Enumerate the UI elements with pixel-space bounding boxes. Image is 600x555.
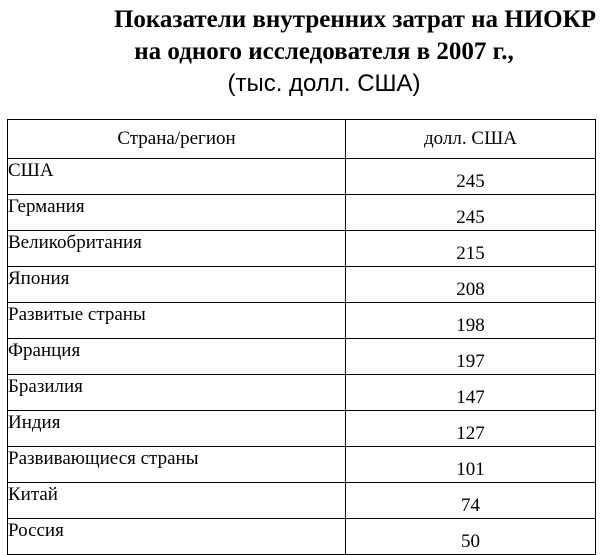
- value-cell: 245: [346, 195, 596, 231]
- table-row: [8, 519, 596, 555]
- value-cell: 198: [346, 303, 596, 339]
- region-cell: США: [8, 159, 346, 195]
- table-row: [8, 303, 596, 339]
- table-row: [8, 447, 596, 483]
- table-row: [8, 339, 596, 375]
- page-title-line-2: на одного исследователя в 2007 г.,: [134, 38, 514, 65]
- value-cell: 208: [346, 267, 596, 303]
- page-subtitle: (тыс. долл. США): [227, 70, 421, 97]
- value-cell: 50: [346, 519, 596, 555]
- table-header-row: [8, 120, 596, 159]
- table-row: [8, 483, 596, 519]
- region-cell: Индия: [8, 411, 346, 447]
- value-cell: 101: [346, 447, 596, 483]
- column-header-region: Страна/регион: [8, 120, 346, 159]
- value-cell: 127: [346, 411, 596, 447]
- table-row: [8, 231, 596, 267]
- region-cell: Развитые страны: [8, 303, 346, 339]
- column-header-value: долл. США: [346, 120, 596, 159]
- region-cell: Россия: [8, 519, 346, 555]
- table-row: [8, 159, 596, 195]
- region-cell: Франция: [8, 339, 346, 375]
- table-row: [8, 375, 596, 411]
- region-cell: Япония: [8, 267, 346, 303]
- value-cell: 74: [346, 483, 596, 519]
- table-row: [8, 267, 596, 303]
- value-cell: 215: [346, 231, 596, 267]
- region-cell: Бразилия: [8, 375, 346, 411]
- value-cell: 245: [346, 159, 596, 195]
- value-cell: 197: [346, 339, 596, 375]
- page-title: Показатели внутренних затрат на НИОКР: [113, 6, 596, 33]
- table-row: [8, 411, 596, 447]
- region-cell: Германия: [8, 195, 346, 231]
- region-cell: Китай: [8, 483, 346, 519]
- table-row: [8, 195, 596, 231]
- region-cell: Великобритания: [8, 231, 346, 267]
- data-table: [7, 119, 596, 555]
- value-cell: 147: [346, 375, 596, 411]
- region-cell: Развивающиеся страны: [8, 447, 346, 483]
